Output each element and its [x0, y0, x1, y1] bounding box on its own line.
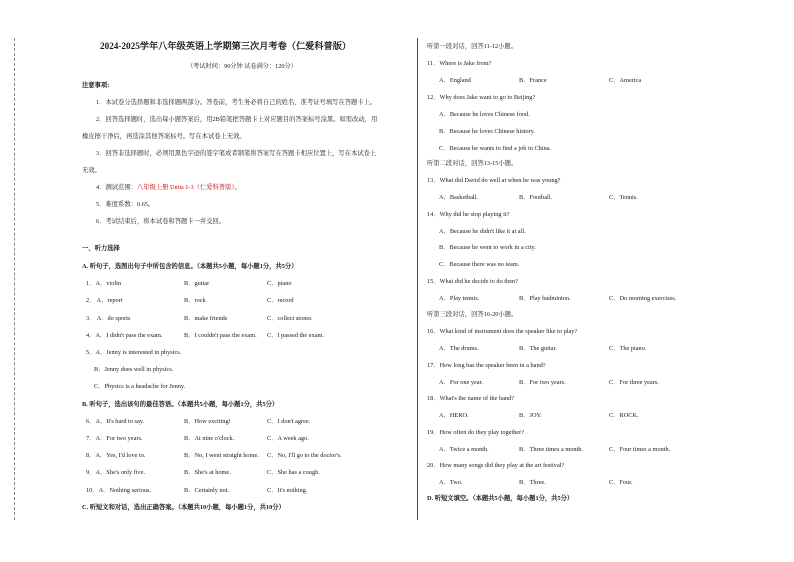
q2-option-a: 2． A．report — [86, 297, 123, 304]
q17-option-a: A．For one year. — [439, 379, 483, 386]
q19-stem: 19．How often do they play together? — [427, 429, 525, 436]
q14-option-c: C．Because there was no team. — [439, 261, 520, 268]
q18-option-a: A．HERO. — [439, 412, 469, 419]
q8-option-b: B．No, I went straight home. — [184, 452, 259, 459]
q3-option-c: C．collect stones — [267, 315, 312, 322]
test-scope: 八年级上册 Units 1-3（仁爱科普版） — [136, 184, 235, 191]
q1-option-c: C．piano — [267, 280, 292, 287]
section-a-heading: A. 听句子，选图出句子中所包含的信息。（本题共5小题，每小题1分，共5分） — [82, 263, 298, 270]
q12-stem: 12．Why does Jake want to go to Beijing? — [427, 94, 536, 101]
section-c-heading: C. 听短文和对话，选出正确答案。（本题共10小题，每小题1分，共10分） — [82, 504, 285, 511]
q20-option-a: A．Two. — [439, 479, 463, 486]
section-b-heading: B. 听句子，选出该句的最佳答语。（本题共5小题，每小题1分，共5分） — [82, 401, 279, 408]
note-3-cont: 无效。 — [82, 167, 101, 174]
q16-option-a: A．The drums. — [439, 345, 479, 352]
note-2-cont: 橡皮擦干净后，再选涂其他答案标号。写在本试卷上无效。 — [82, 133, 246, 140]
q11-option-b: B．France — [519, 77, 547, 84]
q15-option-a: A．Play tennis. — [439, 295, 480, 302]
q4-option-c: C．I passed the exam. — [267, 332, 325, 339]
q3-option-b: B．make friends — [184, 315, 228, 322]
q13-option-c: C．Tennis. — [609, 194, 638, 201]
q5-option-a: 5．A．Jenny is interested in physics. — [86, 349, 182, 356]
q14-stem: 14．Why did he stop playing it? — [427, 211, 510, 218]
note-6: 6．考试结束后，将本试卷和答题卡一并交回。 — [96, 218, 226, 225]
note-2: 2．回答选择题时，选出每小题答案后，用2B铅笔把答题卡上对应题目的答案标号涂黑。如需改动，用 — [96, 116, 378, 123]
q18-stem: 18．What's the name of the band? — [427, 395, 514, 402]
q7-option-a: 7．A．For two years. — [86, 435, 143, 442]
q17-stem: 17．How long has the speaker been in a band? — [427, 362, 546, 369]
note-5: 5．难度系数：0.65。 — [96, 201, 155, 208]
q20-option-c: C．Four. — [609, 479, 633, 486]
column-divider — [417, 38, 418, 520]
q11-option-a: A．England — [439, 77, 471, 84]
q16-option-c: C．The piano. — [609, 345, 647, 352]
note-4-suffix: 。 — [234, 184, 241, 191]
q4-option-b: B．I couldn't pass the exam. — [184, 332, 257, 339]
q8-option-a: 8．A．Yes, I'd love to. — [86, 452, 146, 459]
q9-option-b: B．She's at home. — [184, 469, 231, 476]
q18-option-c: C．ROCK. — [609, 412, 639, 419]
q11-stem: 11．Where is Jake from? — [427, 60, 492, 67]
q14-option-b: B．Because he went to work in a city. — [439, 244, 536, 251]
q15-option-b: B．Play badminton. — [519, 295, 571, 302]
section-d-heading: D. 听短文填空。（本题共5小题，每小题1分，共5分） — [427, 495, 574, 502]
q4-option-a: 4．A．I didn't pass the exam. — [86, 332, 163, 339]
q6-option-a: 6．A．It's hard to say. — [86, 418, 145, 425]
q12-option-b: B．Because he loves Chinese history. — [439, 128, 535, 135]
binding-margin — [4, 38, 15, 520]
q10-option-a: 10．A．Nothing serious. — [86, 487, 152, 494]
note-4 — [96, 183, 241, 192]
q1-option-b: B．guitar — [184, 280, 210, 287]
q9-option-c: C．She has a cough. — [267, 469, 320, 476]
q19-option-a: A．Twice a month. — [439, 446, 489, 453]
q17-option-b: B．For two years. — [519, 379, 566, 386]
q12-option-c: C．Because he wants to find a job in China. — [439, 145, 552, 152]
q20-option-b: B．Three. — [519, 479, 546, 486]
q9-option-a: 9．A．She's only five. — [86, 469, 146, 476]
q17-option-c: C．For three years. — [609, 379, 659, 386]
q6-option-b: B．How exciting! — [184, 418, 231, 425]
q6-option-c: C．I don't agree. — [267, 418, 311, 425]
exam-title: 2024-2025学年八年级英语上学期第三次月考卷（仁爱科普版） — [100, 41, 352, 51]
q19-option-b: B．Three times a month. — [519, 446, 584, 453]
dialogue-3-intro: 听第三段对话，回答16-20小题。 — [427, 311, 518, 318]
q10-option-b: B．Certainly not. — [184, 487, 230, 494]
q11-option-c: C．America — [609, 77, 642, 84]
note-1: 1．本试卷分选择题和非选择题两部分。答卷前，考生务必将自己的姓名、准考证号填写在答题卡上。 — [96, 99, 377, 106]
note-4-prefix: 4．测试范围： — [96, 184, 137, 191]
q7-option-b: B．At nine o'clock. — [184, 435, 235, 442]
notes-heading: 注意事项: — [82, 82, 110, 89]
q5-option-b: B．Jenny does well in physics. — [94, 366, 174, 373]
q3-option-a: 3． A．do sports — [86, 315, 131, 322]
q10-option-c: C．It's nothing. — [267, 487, 308, 494]
q13-stem: 13．What did David do well at when he was young? — [427, 177, 561, 184]
q12-option-a: A．Because he loves Chinese food. — [439, 111, 530, 118]
q2-option-b: B．rock — [184, 297, 206, 304]
dialogue-2-intro: 听第二段对话，回答13-15小题。 — [427, 160, 518, 167]
section-1-heading: 一、听力选择 — [82, 245, 120, 252]
q13-option-a: A．Basketball. — [439, 194, 478, 201]
q16-option-b: B．The guitar. — [519, 345, 557, 352]
q8-option-c: C．No, I'll go to the doctor's. — [267, 452, 342, 459]
q18-option-b: B．JOY. — [519, 412, 542, 419]
q2-option-c: C．record — [267, 297, 294, 304]
q1-option-a: 1．A．violin — [86, 280, 121, 287]
q20-stem: 20．How many songs did they play at the art festival? — [427, 462, 565, 469]
note-3: 3．回答非选择题时，必须用黑色字迹的签字笔或者钢笔将答案写在答题卡相应位置上，写在本试卷上 — [96, 150, 377, 157]
q15-option-c: C．Do morning exercises. — [609, 295, 677, 302]
q15-stem: 15．What did he decide to do then? — [427, 278, 518, 285]
exam-subtitle: （考试时间：90分钟 试卷满分：120分） — [187, 63, 297, 70]
q19-option-c: C．Four times a month. — [609, 446, 671, 453]
q5-option-c: C．Physics is a headache for Jenny. — [94, 383, 186, 390]
dialogue-1-intro: 听第一段对话，回答11-12小题。 — [427, 43, 518, 50]
q16-stem: 16．What kind of instrument does the speaker like to play? — [427, 328, 578, 335]
q13-option-b: B．Football. — [519, 194, 553, 201]
q7-option-c: C．A week ago. — [267, 435, 309, 442]
q14-option-a: A．Because he didn't like it at all. — [439, 228, 526, 235]
